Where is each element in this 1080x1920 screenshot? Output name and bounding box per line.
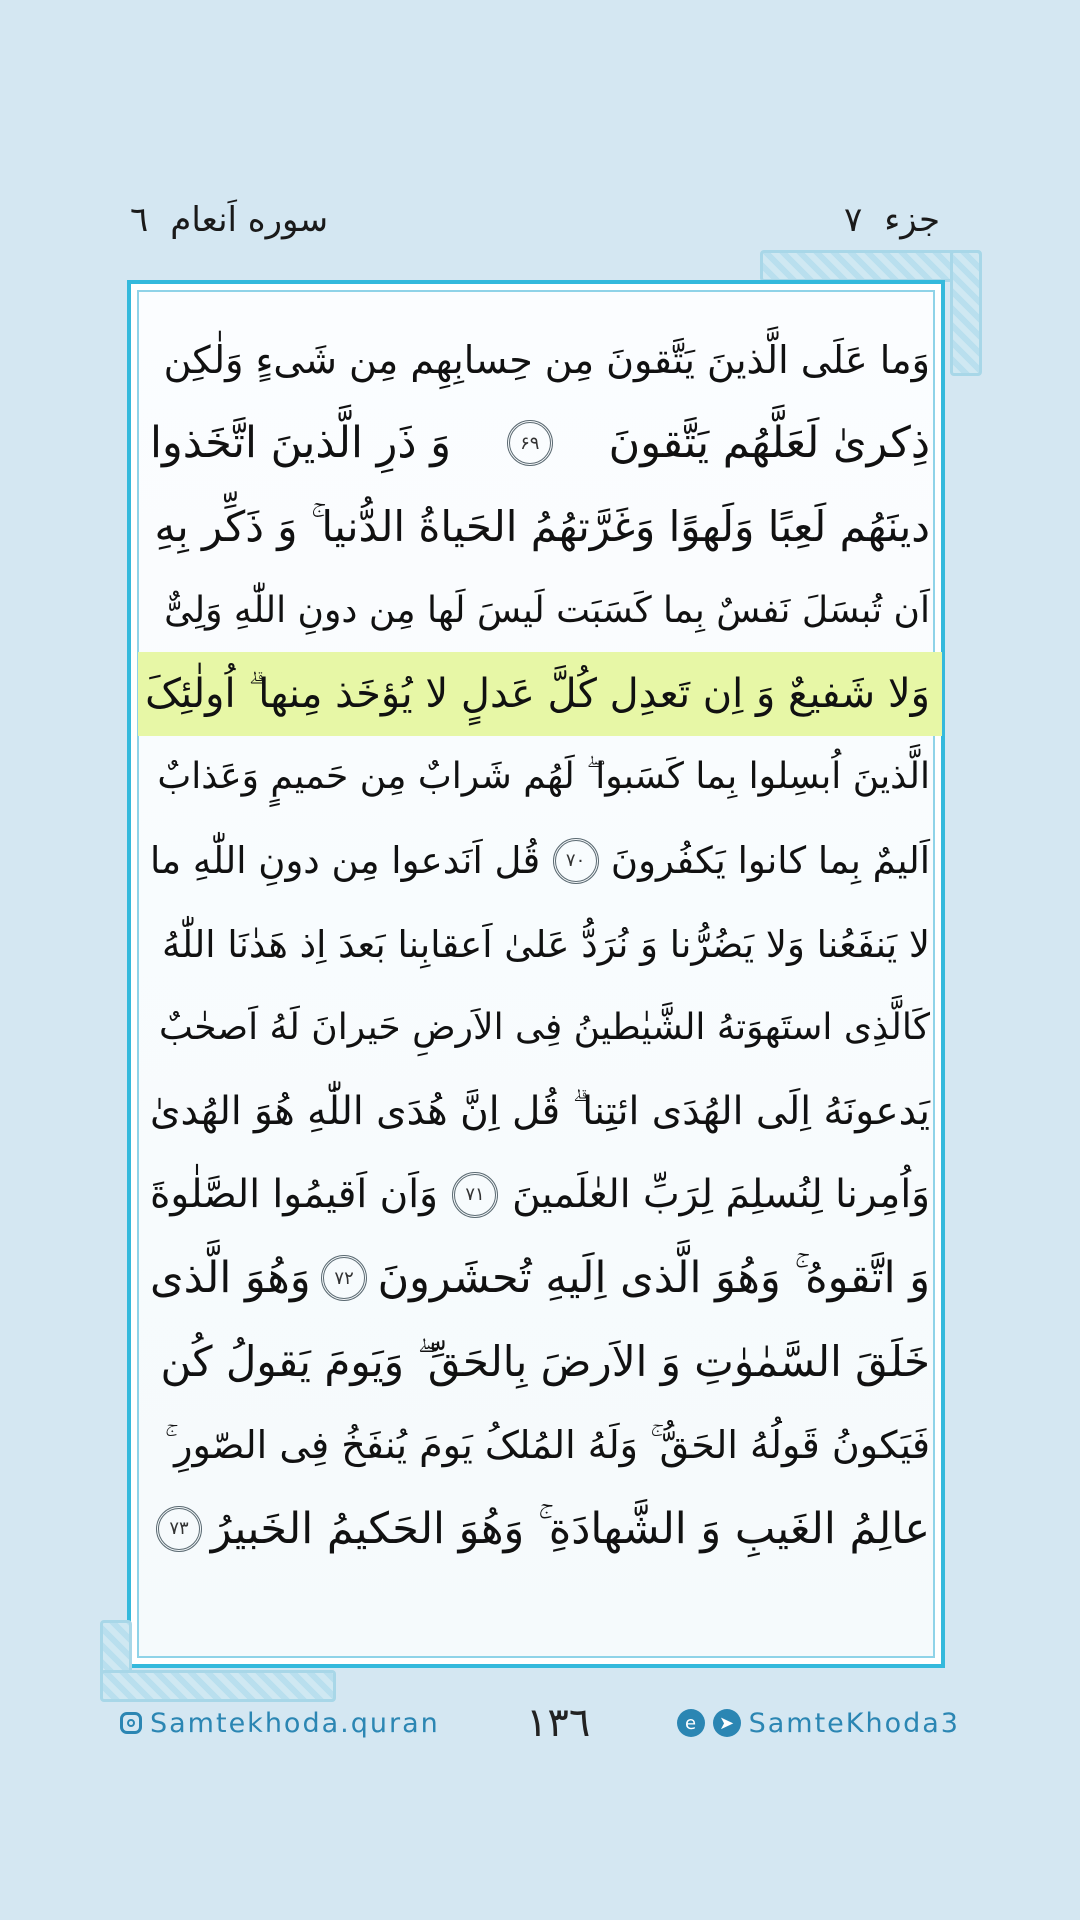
page-header [130, 190, 940, 250]
verse-line-text: دینَهُم لَعِبًا وَلَهوًا وَغَرَّتهُمُ الحَیاةُ الدُّنیا ۚ وَ ذَکِّر بِهِ [154, 501, 930, 551]
verse-line-text: اَن تُبسَلَ نَفسٌ بِما کَسَبَت لَیسَ لَها مِن دونِ اللّٰهِ وَلِیٌّ [164, 589, 930, 631]
juz-indicator [844, 200, 940, 240]
verse-line-text: وَلا شَفیعٌ وَ اِن تَعدِل کُلَّ عَدلٍ لا یُؤخَذ مِنها ۗ اُولٰئِکَ [145, 670, 930, 717]
verse-line [150, 485, 930, 569]
verse-line [150, 986, 930, 1070]
verse-line-text: خَلَقَ السَّمٰوٰتِ وَ الاَرضَ بِالحَقِّ ۖ وَیَومَ یَقولُ کُن [160, 1336, 930, 1386]
verse-line-text-continued: وَ ذَرِ الَّذینَ اتَّخَذوا [150, 418, 451, 469]
surah-indicator [130, 200, 328, 240]
verse-line-text-continued: وَهُوَ الَّذی [150, 1253, 311, 1304]
verse-line-text: عالِمُ الغَیبِ وَ الشَّهادَةِ ۚ وَهُوَ الحَکیمُ الخَبیرُ [210, 1503, 930, 1554]
verse-line-text: ذِکریٰ لَعَلَّهُم یَتَّقونَ [608, 418, 930, 469]
telegram-icon: ➤ [713, 1709, 741, 1737]
verse-line-text: وَما عَلَی الَّذینَ یَتَّقونَ مِن حِسابِهِم مِن شَیءٍ وَلٰکِن [163, 337, 930, 382]
verse-line [150, 903, 930, 987]
verse-line-text-continued: وَاَن اَقیمُوا الصَّلٰوةَ [150, 1172, 438, 1218]
verse-line-text: فَیَکونُ قَولُهُ الحَقُّ ۚ وَلَهُ المُلکُ یَومَ یُنفَخُ فِی الصّورِ ۚ [164, 1422, 930, 1467]
surah-number: ٦ [130, 200, 149, 240]
instagram-handle: Samtekhoda.quran [150, 1707, 440, 1739]
verse-number-marker: ۷۰ [553, 838, 599, 884]
verse-text-block [145, 318, 930, 1571]
floral-ornament-right [950, 250, 982, 376]
verse-line-text: اَلیمٌ بِما کانوا یَکفُرونَ [610, 839, 930, 883]
verse-line-text: الَّذینَ اُبسِلوا بِما کَسَبوا ۖ لَهُم شَرابٌ مِن حَمیمٍ وَعَذابٌ [157, 756, 930, 798]
verse-line [150, 569, 930, 653]
verse-line-text: کَالَّذِی استَهوَتهُ الشَّیٰطینُ فِی الاَرضِ حَیرانَ لَهُ اَصحٰبٌ [158, 1007, 930, 1049]
verse-line-text: یَدعونَهُ اِلَی الهُدَی ائتِنا ۗ قُل اِنَّ هُدَی اللّٰهِ هُوَ الهُدیٰ [149, 1088, 930, 1134]
verse-line [150, 402, 930, 486]
verse-line [150, 318, 930, 402]
floral-ornament-top [760, 250, 981, 282]
verse-line [150, 1153, 930, 1237]
juz-label: جزء [884, 200, 940, 240]
verse-line [150, 1320, 930, 1404]
page-number: ۱۳٦ [525, 1700, 591, 1746]
verse-line [138, 652, 942, 736]
verse-number-marker: ۷۳ [156, 1506, 202, 1552]
verse-line [150, 819, 930, 903]
social-handle: SamteKhoda3 [748, 1707, 960, 1739]
instagram-icon [120, 1712, 142, 1734]
verse-line-text: لا یَنفَعُنا وَلا یَضُرُّنا وَ نُرَدُّ عَلیٰ اَعقابِنا بَعدَ اِذ هَدٰنَا اللّٰهُ [161, 922, 930, 966]
instagram-link[interactable] [120, 1708, 440, 1739]
verse-line [150, 1487, 930, 1571]
surah-label: سوره اَنعام [170, 200, 329, 240]
verse-line-text: وَاُمِرنا لِنُسلِمَ لِرَبِّ العٰلَمینَ [512, 1172, 930, 1218]
verse-line-text: وَ اتَّقوهُ ۚ وَهُوَ الَّذی اِلَیهِ تُحشَرونَ [377, 1253, 930, 1304]
juz-number: ۷ [843, 200, 863, 240]
verse-number-marker: ۶۹ [507, 420, 553, 466]
verse-line [150, 1237, 930, 1321]
verse-number-marker: ۷۱ [452, 1172, 498, 1218]
verse-line [150, 1070, 930, 1154]
verse-number-marker: ۷۲ [321, 1255, 367, 1301]
page-footer [120, 1698, 960, 1748]
verse-line [150, 736, 930, 820]
verse-line-text-continued: قُل اَنَدعوا مِن دونِ اللّٰهِ ما [150, 839, 541, 883]
eitaa-icon: e [677, 1709, 705, 1737]
social-link[interactable] [677, 1708, 960, 1739]
verse-line [150, 1404, 930, 1488]
